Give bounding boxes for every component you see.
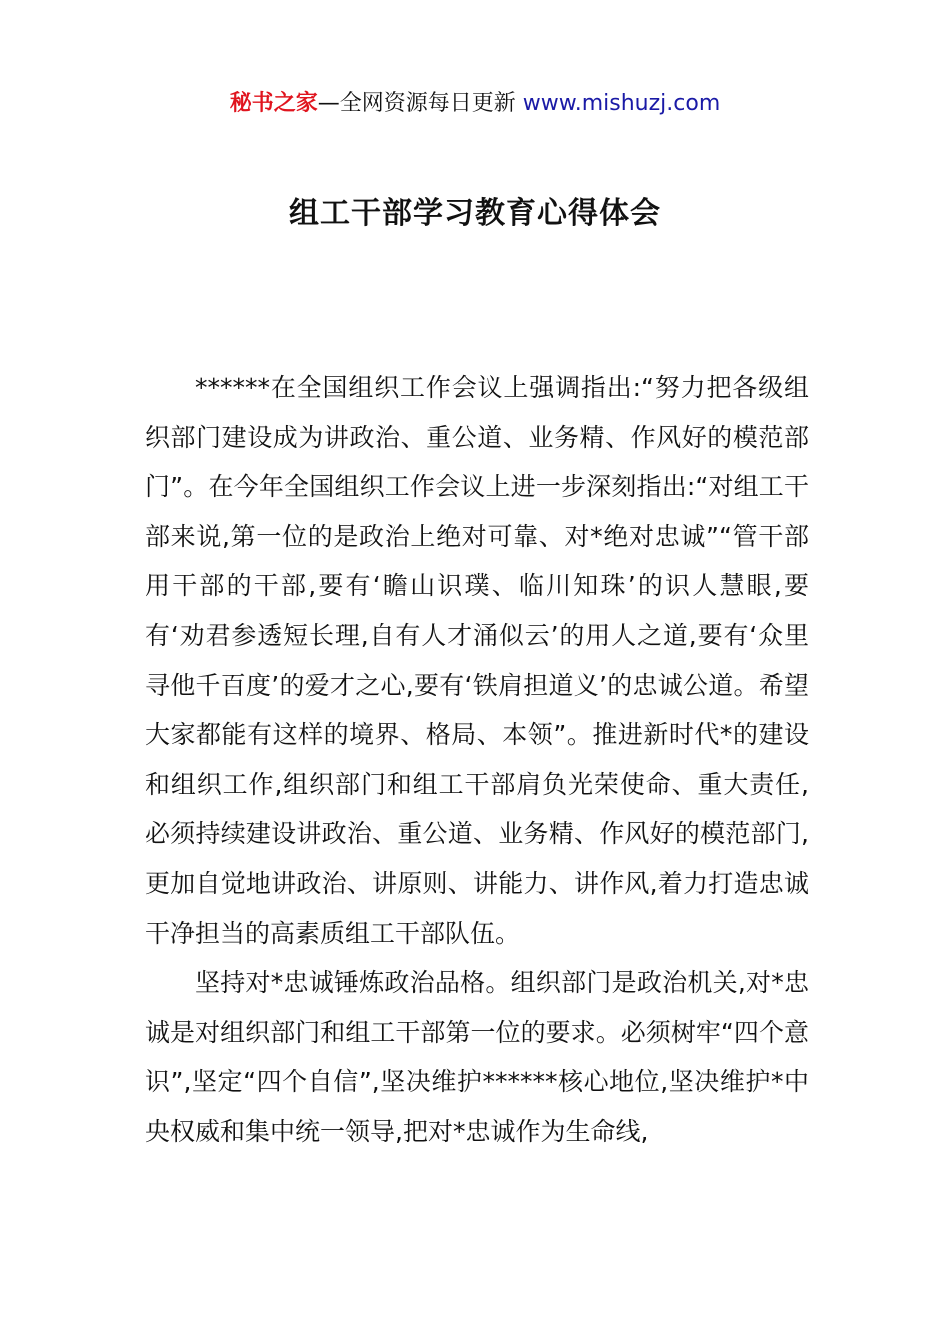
site-brand: 秘书之家: [229, 91, 318, 116]
site-header: [0, 88, 950, 120]
body-paragraph-1: ******在全国组织工作会议上强调指出:“努力把各级组织部门建设成为讲政治、重公道、业务精、作风好的模范部门”。在今年全国组织工作会议上进一步深刻指出:“对组工干部来说,第一位的是政治上绝对可靠、对*绝对忠诚”“管干部用干部的干部,要有‘瞻山识璞、临川知珠’的识人慧眼,要有‘劝君参透短长理,自有人才涌似云’的用人之道,要有‘众里寻他千百度’的爱才之心,要有‘铁肩担道义’的忠诚公道。希望大家都能有这样的境界、格局、本领”。推进新时代*的建设和组织工作,组织部门和组工干部肩负光荣使命、重大责任,必须持续建设讲政治、重公道、业务精、作风好的模范部门,更加自觉地讲政治、讲原则、讲能力、讲作风,着力打造忠诚干净担当的高素质组工干部队伍。: [145, 373, 809, 948]
site-url-link[interactable]: www.mishuzj.com: [522, 91, 721, 116]
site-tagline: —全网资源每日更新: [317, 91, 516, 116]
body-paragraph-2: 坚持对*忠诚锤炼政治品格。组织部门是政治机关,对*忠诚是对组织部门和组工干部第一位的要求。必须树牢“四个意识”,坚定“四个自信”,坚决维护******核心地位,坚决维护*中央权威和集中统一领导,把对*忠诚作为生命线,: [145, 968, 809, 1146]
document-body: [145, 363, 809, 1157]
document-title: 组工干部学习教育心得体会: [289, 196, 661, 232]
